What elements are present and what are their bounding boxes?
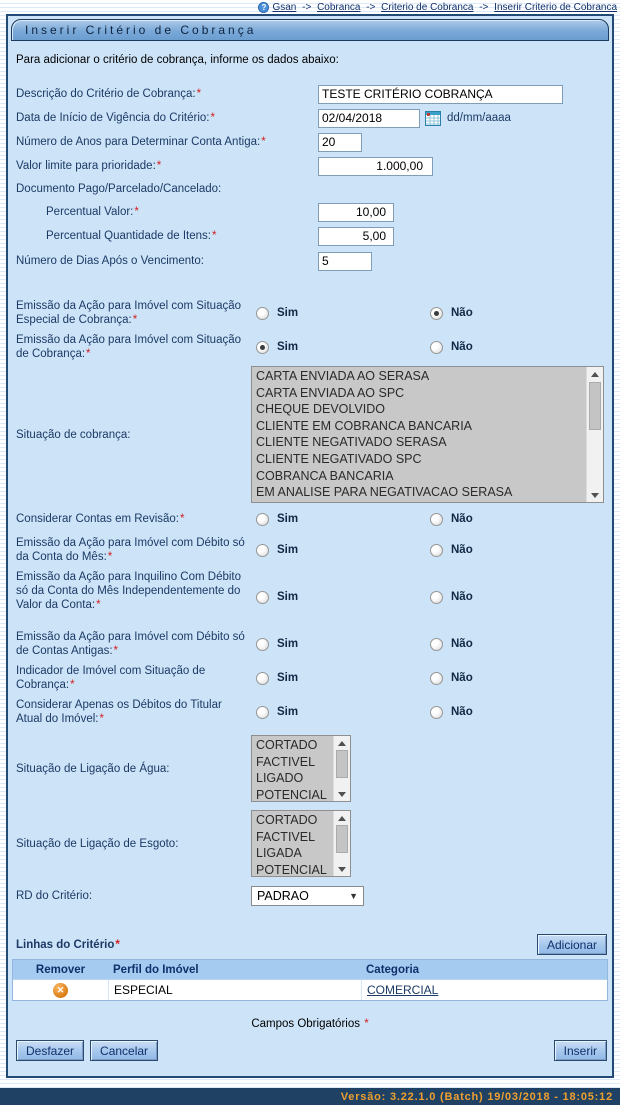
scroll-down-icon[interactable]: [587, 488, 603, 502]
linhas-table: [12, 959, 608, 1001]
radio-row-debito-conta-mes: [8, 533, 612, 567]
radio-sim[interactable]: [256, 672, 269, 685]
field-row-data-inicio: [8, 106, 612, 130]
scrollbar-thumb[interactable]: [336, 750, 348, 778]
list-option[interactable]: CORTADO: [256, 813, 318, 827]
breadcrumb-link-criterio[interactable]: Criterio de Cobranca: [381, 2, 474, 13]
radio-nao-label: Não: [451, 591, 473, 603]
rd-criterio-value: PADRAO: [257, 889, 309, 903]
adicionar-button[interactable]: Adicionar: [537, 934, 607, 955]
radio-nao-label: Não: [451, 341, 473, 353]
list-option[interactable]: POTENCIAL: [256, 862, 327, 876]
radio-row-situacao-cobranca: [8, 330, 612, 364]
list-option[interactable]: LIGADO: [256, 771, 304, 786]
list-option[interactable]: CARTA ENVIADA AO SERASA: [256, 369, 430, 383]
ligacao-esgoto-label: Situação de Ligação de Esgoto:: [16, 837, 179, 850]
required-asterisk: *: [364, 1018, 369, 1030]
header-remover: Remover: [35, 963, 86, 976]
percentual-qtd-input[interactable]: [318, 227, 394, 246]
date-format-hint: dd/mm/aaaa: [447, 112, 511, 124]
breadcrumb: [0, 0, 620, 14]
desfazer-button[interactable]: Desfazer: [16, 1040, 84, 1061]
radio-sim-label: Sim: [277, 591, 299, 603]
scrollbar[interactable]: [586, 367, 603, 502]
radio-nao-label: Não: [451, 706, 473, 718]
cancelar-button[interactable]: Cancelar: [90, 1040, 158, 1061]
descricao-label: Descrição do Critério de Cobrança:: [16, 88, 196, 100]
rd-criterio-select[interactable]: [251, 886, 364, 906]
required-asterisk: *: [261, 136, 266, 148]
percentual-valor-label: Percentual Valor:: [46, 206, 134, 218]
list-option[interactable]: CHEQUE DEVOLVIDO: [256, 402, 385, 417]
required-asterisk: *: [99, 713, 104, 725]
linhas-header: [8, 934, 612, 959]
radio-sim[interactable]: [256, 591, 269, 604]
radio-nao[interactable]: [430, 591, 443, 604]
breadcrumb-separator: ->: [363, 2, 379, 13]
page-title: Inserir Critério de Cobrança: [11, 19, 609, 41]
titular-atual-label: Considerar Apenas os Débitos do Titular Atual do Imóvel:: [16, 699, 222, 725]
radio-nao-label: Não: [451, 672, 473, 684]
scrollbar[interactable]: [333, 736, 350, 801]
breadcrumb-link-gsan[interactable]: Gsan: [272, 2, 297, 13]
required-asterisk: *: [132, 314, 138, 326]
inquilino-label: Emissão da Ação para Inquilino Com Débito só da Conta do Mês Independentemente do Valor da Conta:: [16, 571, 242, 611]
radio-sim[interactable]: [256, 341, 269, 354]
breadcrumb-separator: ->: [476, 2, 492, 13]
situacao-especial-label: Emissão da Ação para Imóvel com Situação Especial de Cobrança:: [16, 300, 242, 326]
radio-nao[interactable]: [430, 341, 443, 354]
linhas-label: Linhas do Critério: [16, 938, 115, 951]
radio-nao-label: Não: [451, 544, 473, 556]
ligacao-esgoto-listbox[interactable]: [251, 810, 351, 877]
num-dias-input[interactable]: [318, 252, 372, 271]
required-asterisk: *: [210, 112, 215, 124]
breadcrumb-link-cobranca[interactable]: Cobranca: [317, 2, 361, 13]
radio-nao[interactable]: [430, 638, 443, 651]
radio-sim-label: Sim: [277, 341, 299, 353]
situacao-cobranca-listbox[interactable]: [251, 366, 604, 503]
radio-row-contas-antigas: [8, 627, 612, 661]
radio-sim[interactable]: [256, 307, 269, 320]
required-asterisk: *: [107, 551, 113, 563]
list-option[interactable]: POTENCIAL: [256, 787, 327, 801]
contas-revisao-label: Considerar Contas em Revisão:: [16, 513, 179, 525]
radio-nao[interactable]: [430, 307, 443, 320]
list-option[interactable]: CLIENTE NEGATIVADO SPC: [256, 451, 422, 466]
num-anos-input[interactable]: [318, 133, 362, 152]
radio-row-titular-atual: [8, 695, 612, 729]
list-option[interactable]: FACTIVEL: [256, 829, 316, 844]
required-asterisk: *: [86, 348, 91, 360]
list-option[interactable]: CORTADO: [256, 738, 318, 752]
debito-conta-mes-label: Emissão da Ação para Imóvel com Débito só da Conta do Mês:: [16, 537, 245, 563]
required-asterisk: *: [134, 206, 139, 218]
scroll-down-icon[interactable]: [334, 787, 350, 801]
required-asterisk: *: [156, 160, 162, 172]
radio-sim-label: Sim: [277, 638, 299, 650]
ligacao-agua-label: Situação de Ligação de Água:: [16, 762, 170, 775]
required-asterisk: *: [180, 513, 185, 525]
remove-icon[interactable]: ✕: [53, 983, 68, 998]
radio-nao-label: Não: [451, 307, 473, 319]
field-row-valor-limite: [8, 154, 612, 178]
radio-nao-label: Não: [451, 638, 473, 650]
radio-nao[interactable]: [430, 706, 443, 719]
help-icon[interactable]: ?: [258, 2, 269, 13]
ligacao-agua-listbox[interactable]: [251, 735, 351, 802]
list-option[interactable]: COBRANCA BANCARIA: [256, 468, 394, 483]
list-row-ligacao-agua: [8, 733, 612, 804]
required-fields-note: Campos Obrigatórios *: [251, 1018, 369, 1030]
radio-sim[interactable]: [256, 544, 269, 557]
breadcrumb-link-inserir-criterio[interactable]: Inserir Criterio de Cobranca: [494, 2, 617, 13]
field-row-descricao: [8, 82, 612, 106]
breadcrumb-separator: ->: [299, 2, 315, 13]
data-inicio-label: Data de Início de Vigência do Critério:: [16, 112, 210, 124]
list-option[interactable]: CARTA ENVIADA AO SPC: [256, 385, 405, 400]
field-row-percentual-valor: [8, 200, 612, 224]
num-dias-label: Número de Dias Após o Vencimento:: [16, 255, 204, 267]
scrollbar-thumb[interactable]: [336, 825, 348, 853]
section-label-documento: [8, 178, 612, 200]
list-option[interactable]: FACTIVEL: [256, 754, 316, 769]
list-row-situacao-cobranca: [8, 364, 612, 505]
required-asterisk: *: [196, 88, 202, 100]
radio-sim-label: Sim: [277, 706, 299, 718]
required-asterisk: *: [113, 645, 119, 657]
action-buttons: [8, 1030, 612, 1061]
calendar-icon[interactable]: [425, 111, 441, 126]
radio-nao[interactable]: [430, 544, 443, 557]
header-perfil: Perfil do Imóvel: [113, 963, 199, 976]
num-anos-label: Número de Anos para Determinar Conta Antiga:: [16, 136, 261, 148]
required-asterisk: *: [96, 599, 101, 611]
table-row: [13, 979, 607, 1000]
field-row-num-anos: [8, 130, 612, 154]
radio-row-contas-revisao: [8, 505, 612, 533]
scroll-up-icon[interactable]: [334, 811, 350, 825]
required-asterisk: *: [115, 938, 120, 951]
scroll-down-icon[interactable]: [334, 862, 350, 876]
radio-sim[interactable]: [256, 513, 269, 526]
radio-sim-label: Sim: [277, 307, 299, 319]
version-bar: [0, 1088, 620, 1105]
required-asterisk: *: [211, 230, 217, 242]
radio-row-situacao-especial: [8, 296, 612, 330]
documento-section-label: Documento Pago/Parcelado/Cancelado:: [16, 183, 222, 195]
version-text: Versão: 3.22.1.0 (Batch) 19/03/2018 - 18:05:12: [340, 1090, 613, 1103]
list-option[interactable]: LIGADA: [256, 846, 302, 861]
categoria-link[interactable]: COMERCIAL: [367, 983, 439, 997]
inserir-button[interactable]: Inserir: [554, 1040, 607, 1061]
radio-nao[interactable]: [430, 513, 443, 526]
scrollbar-thumb[interactable]: [589, 382, 601, 430]
list-option[interactable]: CLIENTE NEGATIVADO SERASA: [256, 435, 447, 450]
form-panel: [6, 14, 614, 1078]
percentual-qtd-label: Percentual Quantidade de Itens:: [46, 230, 211, 242]
list-option[interactable]: EM ANALISE PARA NEGATIVACAO SERASA: [256, 485, 513, 500]
chevron-down-icon: ▼: [349, 891, 358, 901]
radio-sim[interactable]: [256, 706, 269, 719]
header-categoria: Categoria: [366, 963, 420, 976]
radio-sim-label: Sim: [277, 672, 299, 684]
descricao-input[interactable]: [318, 85, 563, 104]
situacao-cobranca-label: Emissão da Ação para Imóvel com Situação de Cobrança:: [16, 334, 242, 360]
scrollbar[interactable]: [333, 811, 350, 876]
radio-nao[interactable]: [430, 672, 443, 685]
indicador-imovel-label: Indicador de Imóvel com Situação de Cobrança:: [16, 665, 206, 691]
situacao-cobranca-list-label: Situação de cobrança:: [16, 428, 131, 441]
radio-nao-label: Não: [451, 513, 473, 525]
field-row-rd-criterio: [8, 884, 612, 908]
list-row-ligacao-esgoto: [8, 808, 612, 879]
radio-row-inquilino: [8, 567, 612, 627]
data-inicio-input[interactable]: [318, 109, 420, 128]
radio-sim-label: Sim: [277, 544, 299, 556]
table-header-row: [13, 960, 607, 979]
scroll-up-icon[interactable]: [587, 367, 603, 381]
valor-limite-label: Valor limite para prioridade:: [16, 160, 156, 172]
field-row-num-dias: [8, 248, 612, 274]
scroll-up-icon[interactable]: [334, 736, 350, 750]
list-option[interactable]: CLIENTE EM COBRANCA BANCARIA: [256, 418, 473, 433]
radio-row-indicador-imovel: [8, 661, 612, 695]
radio-sim[interactable]: [256, 638, 269, 651]
required-asterisk: *: [70, 679, 75, 691]
rd-criterio-label: RD do Critério:: [16, 890, 93, 902]
valor-limite-input[interactable]: [318, 157, 433, 176]
percentual-valor-input[interactable]: [318, 203, 394, 222]
cell-perfil: ESPECIAL: [108, 980, 361, 1000]
intro-text: Para adicionar o critério de cobrança, informe os dados abaixo:: [16, 54, 339, 66]
contas-antigas-label: Emissão da Ação para Imóvel com Débito só de Contas Antigas:: [16, 631, 245, 657]
radio-sim-label: Sim: [277, 513, 299, 525]
field-row-percentual-qtd: [8, 224, 612, 248]
